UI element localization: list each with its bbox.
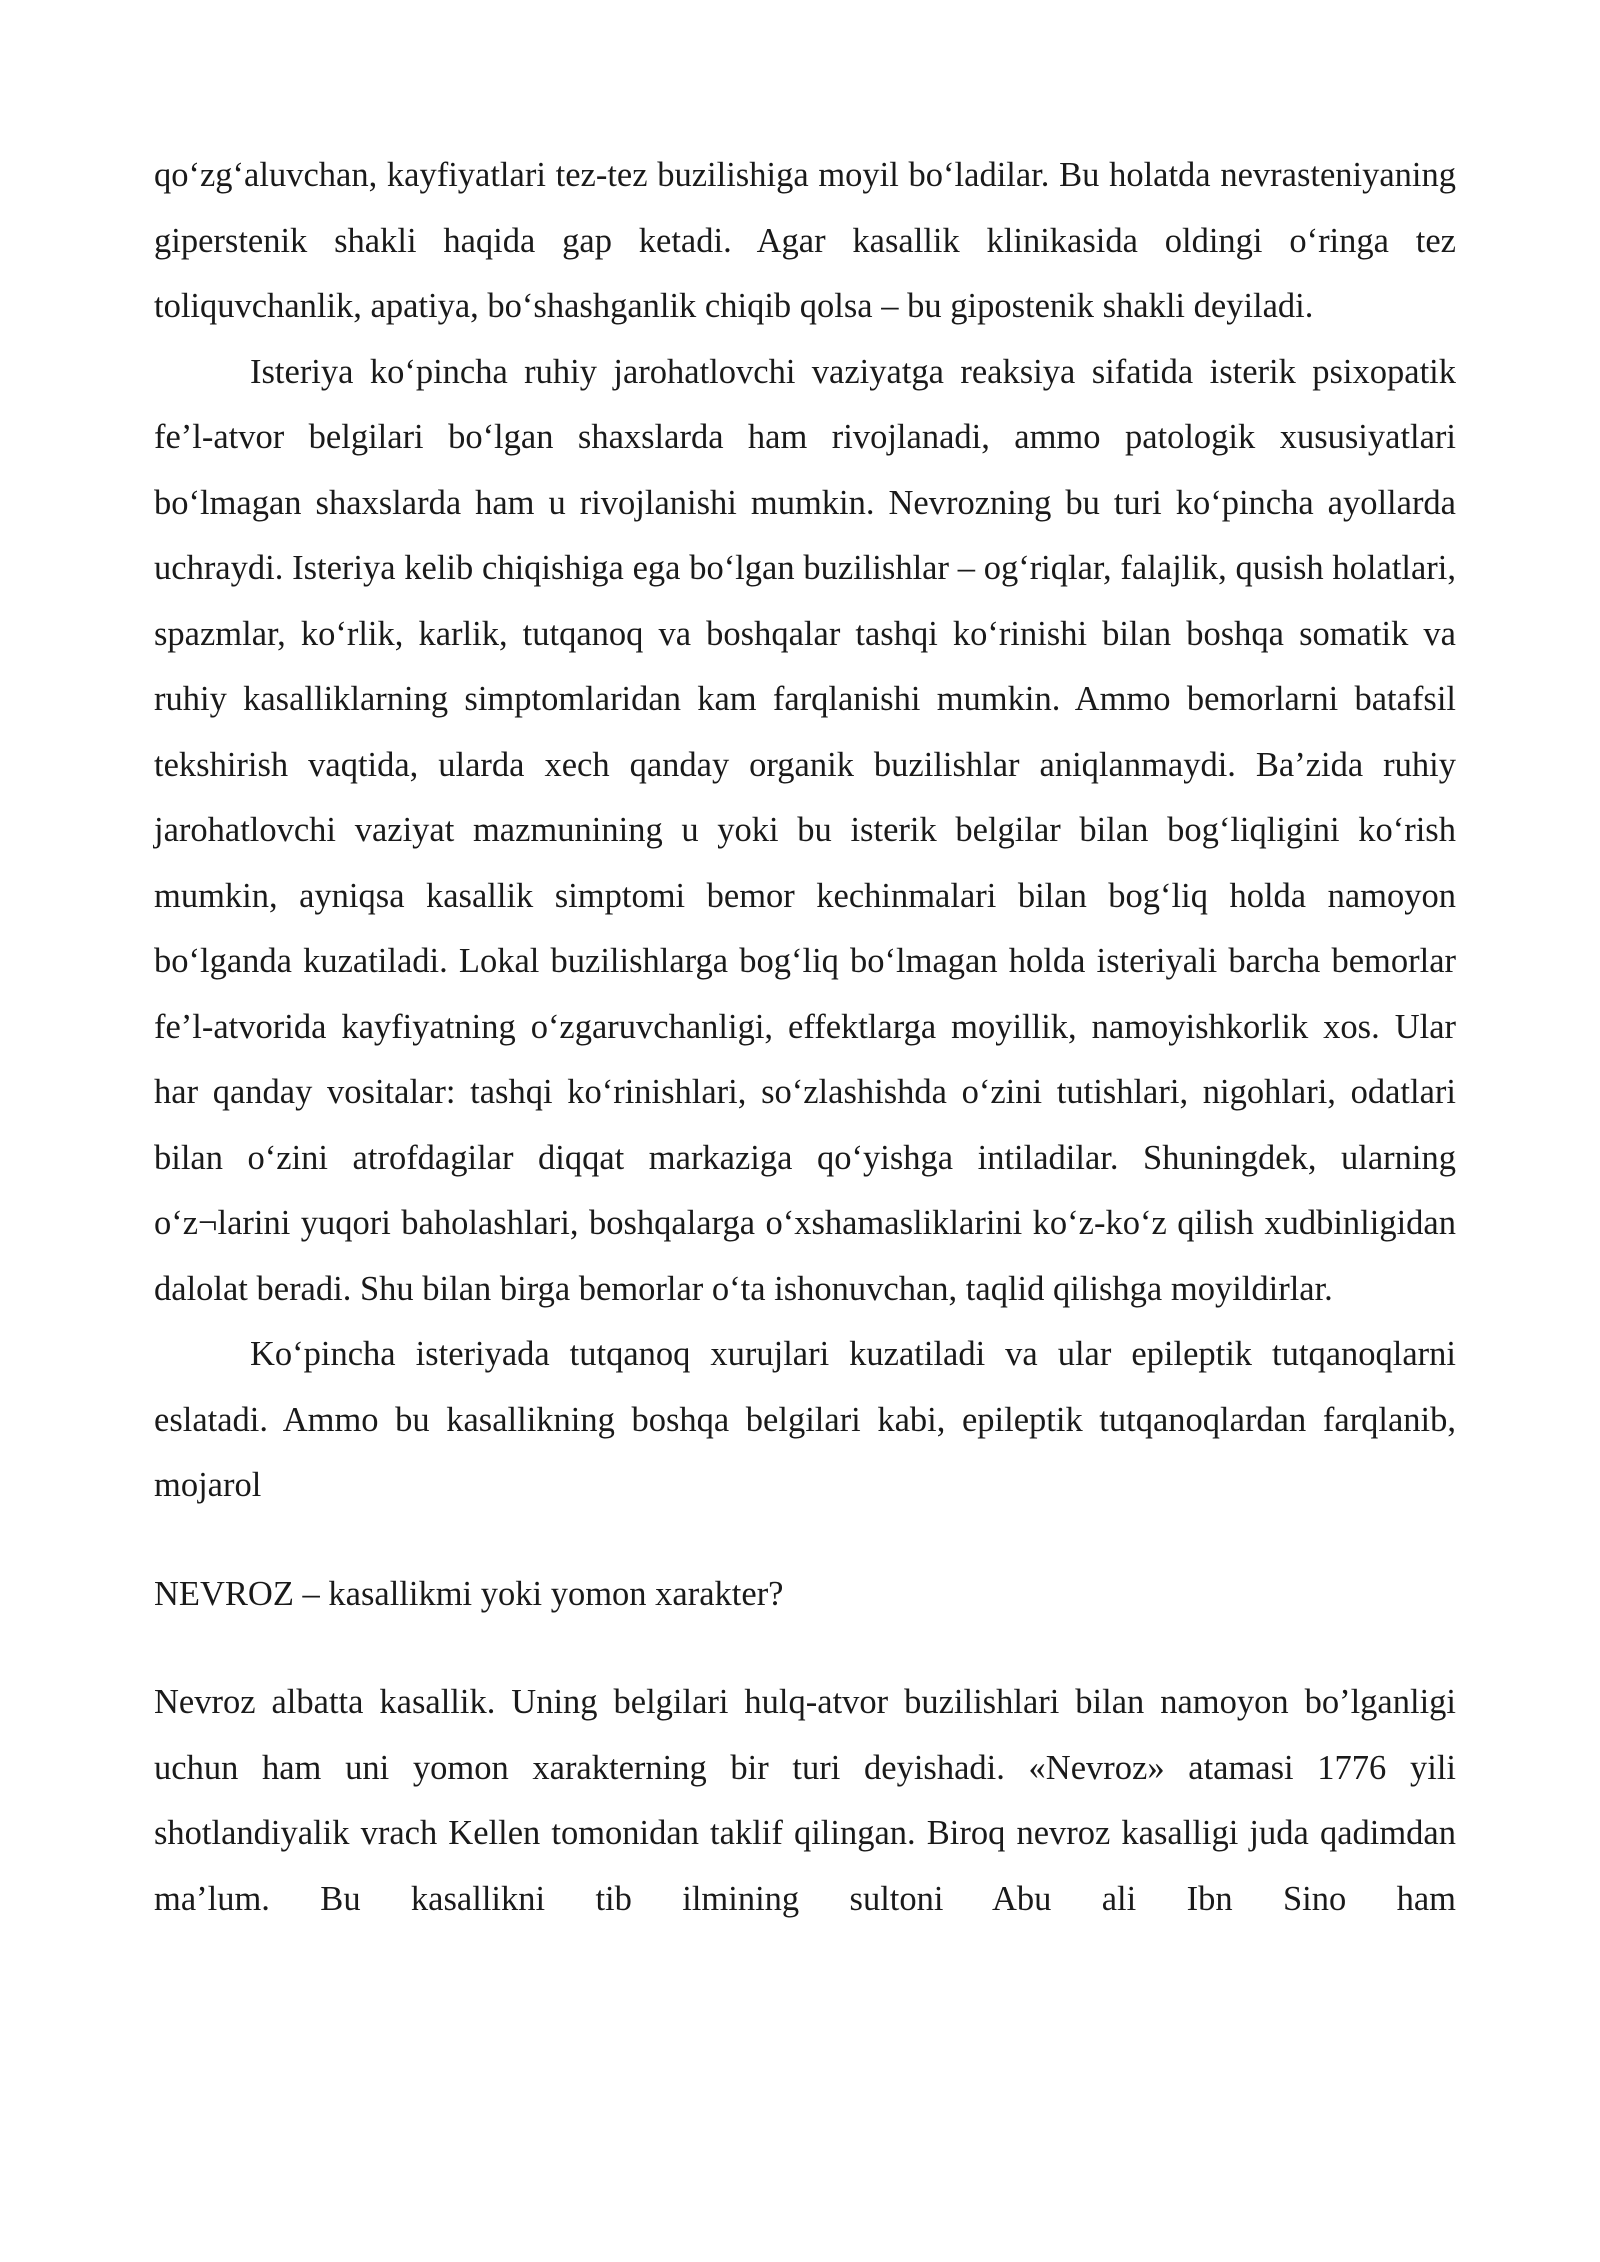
paragraph-neurasthenia-forms: qo‘zg‘aluvchan, kayfiyatlari tez-tez buzilishiga moyil bo‘ladilar. Bu holatda nevrasteniyaning giperstenik shakli haqida gap ketadi. Agar kasallik klinikasida oldingi o‘ringa tez toliquvchanlik, apatiya, bo‘shashganlik chiqib qolsa – bu gipostenik shakli deyiladi. (154, 156, 1456, 325)
paragraph-neurosis-history: Nevroz albatta kasallik. Uning belgilari hulq-atvor buzilishlari bilan namoyon bo’lganligi uchun ham uni yomon xarakterning bir turi deyishadi. «Nevroz» atamasi 1776 yili shotlandiyalik vrach Kellen tomonidan taklif qilingan. Biroq nevroz kasalligi juda qadimdan ma’lum. Bu kasallikni tib ilmining sultoni Abu ali Ibn Sino ham (154, 1683, 1456, 1918)
paragraph-hysteria-seizures: Ko‘pincha isteriyada tutqanoq xurujlari kuzatiladi va ular epileptik tutqanoqlarni eslatadi. Ammo bu kasallikning boshqa belgilari kabi, epileptik tutqanoqlardan farqlanib, mojarol (154, 1335, 1456, 1504)
paragraph-hysteria-description: Isteriya ko‘pincha ruhiy jarohatlovchi vaziyatga reaksiya sifatida isterik psixopatik fe’l-atvor belgilari bo‘lgan shaxslarda ham rivojlanadi, ammo patologik xususiyatlari bo‘lmagan shaxslarda ham u rivojlanishi mumkin. Nevrozning bu turi ko‘pincha ayollarda uchraydi. Isteriya kelib chiqishiga ega bo‘lgan buzilishlar – og‘riqlar, falajlik, qusish holatlari, spazmlar, ko‘rlik, karlik, tutqanoq va boshqalar tashqi ko‘rinishi bilan boshqa somatik va ruhiy kasalliklarning simptomlaridan kam farqlanishi mumkin. Ammo bemorlarni batafsil tekshirish vaqtida, ularda xech qanday organik buzilishlar aniqlanmaydi. Ba’zida ruhiy jarohatlovchi vaziyat mazmunining u yoki bu isterik belgilar bilan bog‘liqligini ko‘rish mumkin, ayniqsa kasallik simptomi bemor kechinmalari bilan bog‘liq holda namoyon bo‘lganda kuzatiladi. Lokal buzilishlarga bog‘liq bo‘lmagan holda isteriyali barcha bemorlar fe’l-atvorida kayfiyatning o‘zgaruvchanligi, effektlarga moyillik, namoyishkorlik xos. Ular har qanday vositalar: tashqi ko‘rinishlari, so‘zlashishda o‘zini tutishlari, nigohlari, odatlari bilan o‘zini atrofdagilar diqqat markaziga qo‘yishga intiladilar. Shuningdek, ularning o‘z¬larini yuqori baholashlari, boshqalarga o‘xshamasliklarini ko‘z-ko‘z qilish xudbinligidan dalolat beradi. Shu bilan birga bemorlar o‘ta ishonuvchan, taqlid qilishga moyildirlar. (154, 352, 1456, 1308)
section-heading: NEVROZ – kasallikmi yoki yomon xarakter? (154, 1574, 784, 1613)
document-page (154, 143, 1456, 1932)
